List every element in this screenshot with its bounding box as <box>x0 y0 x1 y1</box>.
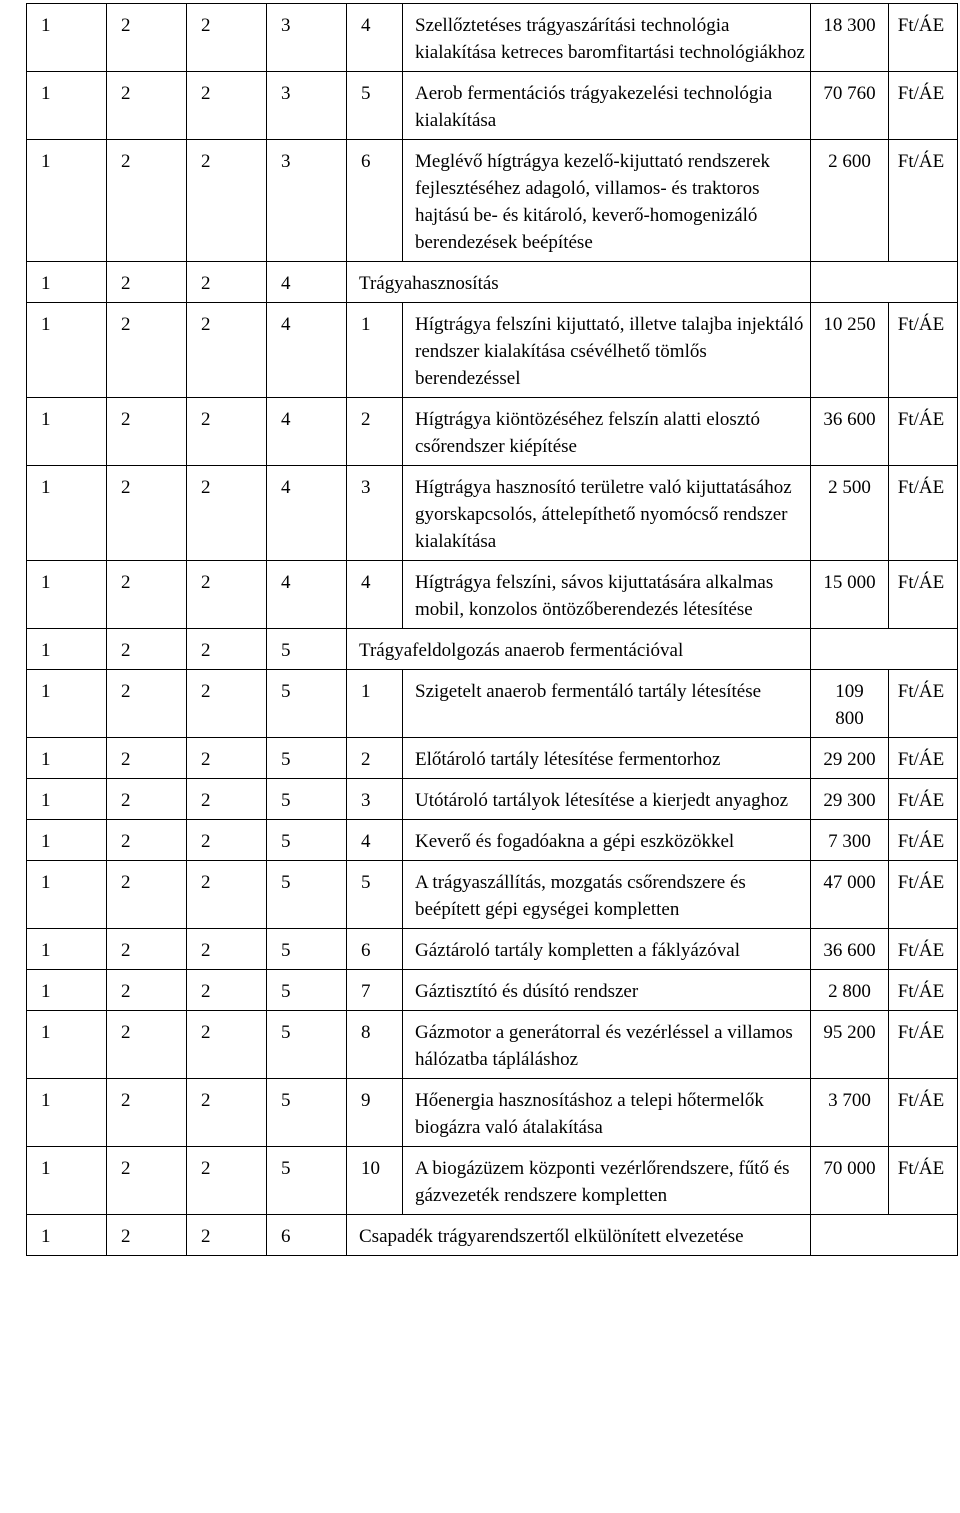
table-row <box>27 1079 958 1147</box>
description-cell: Keverő és fogadóakna a gépi eszközökkel <box>403 820 811 861</box>
amount-value: 109 800 <box>835 681 864 729</box>
unit-cell: Ft/ÁE <box>889 72 958 140</box>
code-cell: 7 <box>347 970 403 1011</box>
code-cell: 2 <box>187 929 267 970</box>
code-cell: 4 <box>267 398 347 466</box>
code-cell: 2 <box>187 670 267 738</box>
code-cell: 1 <box>27 820 107 861</box>
description-cell: Hígtrágya felszíni, sávos kijuttatására alkalmas mobil, konzolos öntözőberendezés létesítése <box>403 561 811 629</box>
description-cell: Gáztároló tartály kompletten a fáklyázóval <box>403 929 811 970</box>
code-cell: 3 <box>347 466 403 561</box>
code-cell: 2 <box>107 561 187 629</box>
code-cell: 5 <box>267 670 347 738</box>
section-row <box>27 262 958 303</box>
empty-amount-cell <box>811 629 958 670</box>
table-row <box>27 820 958 861</box>
code-cell: 1 <box>27 398 107 466</box>
amount-cell <box>811 303 889 398</box>
code-cell: 4 <box>347 820 403 861</box>
code-cell: 2 <box>187 779 267 820</box>
unit-cell: Ft/ÁE <box>889 4 958 72</box>
code-cell: 5 <box>267 861 347 929</box>
section-row <box>27 1215 958 1256</box>
code-cell: 2 <box>107 629 187 670</box>
code-cell: 1 <box>27 262 107 303</box>
code-cell: 3 <box>347 779 403 820</box>
amount-value: 36 600 <box>823 409 876 430</box>
amount-value: 29 200 <box>823 749 876 770</box>
amount-cell <box>811 1079 889 1147</box>
amount-value: 15 000 <box>823 572 876 593</box>
unit-cell: Ft/ÁE <box>889 670 958 738</box>
code-cell: 4 <box>267 466 347 561</box>
amount-value: 2 800 <box>828 981 871 1002</box>
code-cell: 2 <box>187 262 267 303</box>
code-cell: 2 <box>187 738 267 779</box>
code-cell: 1 <box>27 466 107 561</box>
description-cell: A trágyaszállítás, mozgatás csőrendszere és beépített gépi egységei kompletten <box>403 861 811 929</box>
code-cell: 1 <box>27 738 107 779</box>
code-cell: 1 <box>27 303 107 398</box>
table-row <box>27 466 958 561</box>
section-title: Trágyahasznosítás <box>347 262 811 303</box>
code-cell: 2 <box>107 929 187 970</box>
amount-value: 18 300 <box>823 15 876 36</box>
code-cell: 1 <box>27 140 107 262</box>
code-cell: 2 <box>187 1011 267 1079</box>
amount-cell <box>811 140 889 262</box>
amount-value: 36 600 <box>823 940 876 961</box>
code-cell: 2 <box>187 4 267 72</box>
amount-cell <box>811 670 889 738</box>
amount-cell <box>811 779 889 820</box>
table-row <box>27 561 958 629</box>
code-cell: 2 <box>107 4 187 72</box>
table-row <box>27 303 958 398</box>
code-cell: 1 <box>27 970 107 1011</box>
code-cell: 1 <box>27 670 107 738</box>
code-cell: 1 <box>27 1011 107 1079</box>
code-cell: 6 <box>347 140 403 262</box>
unit-cell: Ft/ÁE <box>889 861 958 929</box>
description-cell: Hígtrágya hasznosító területre való kijuttatásához gyorskapcsolós, áttelepíthető nyomócső rendszer kialakítása <box>403 466 811 561</box>
code-cell: 1 <box>27 4 107 72</box>
code-cell: 8 <box>347 1011 403 1079</box>
code-cell: 1 <box>347 670 403 738</box>
table-row <box>27 670 958 738</box>
code-cell: 1 <box>27 561 107 629</box>
code-cell: 5 <box>267 1079 347 1147</box>
amount-value: 2 500 <box>828 477 871 498</box>
unit-cell: Ft/ÁE <box>889 466 958 561</box>
code-cell: 1 <box>27 929 107 970</box>
unit-cell: Ft/ÁE <box>889 140 958 262</box>
amount-cell <box>811 970 889 1011</box>
unit-cell: Ft/ÁE <box>889 1011 958 1079</box>
code-cell: 1 <box>27 629 107 670</box>
description-cell: Szigetelt anaerob fermentáló tartály létesítése <box>403 670 811 738</box>
code-cell: 1 <box>27 1147 107 1215</box>
unit-cell: Ft/ÁE <box>889 970 958 1011</box>
empty-amount-cell <box>811 1215 958 1256</box>
code-cell: 2 <box>187 72 267 140</box>
unit-cell: Ft/ÁE <box>889 1079 958 1147</box>
code-cell: 2 <box>187 1147 267 1215</box>
unit-cell: Ft/ÁE <box>889 738 958 779</box>
section-row <box>27 629 958 670</box>
code-cell: 2 <box>107 466 187 561</box>
description-cell: Hígtrágya kiöntözéséhez felszín alatti elosztó csőrendszer kiépítése <box>403 398 811 466</box>
code-cell: 2 <box>107 303 187 398</box>
code-cell: 5 <box>267 779 347 820</box>
code-cell: 1 <box>27 1079 107 1147</box>
amount-cell <box>811 398 889 466</box>
unit-cell: Ft/ÁE <box>889 303 958 398</box>
amount-value: 70 760 <box>823 83 876 104</box>
code-cell: 3 <box>267 4 347 72</box>
section-title: Csapadék trágyarendszertől elkülönített elvezetése <box>347 1215 811 1256</box>
code-cell: 1 <box>27 72 107 140</box>
cost-table-body <box>27 4 958 1256</box>
code-cell: 2 <box>187 466 267 561</box>
amount-cell <box>811 820 889 861</box>
code-cell: 2 <box>107 820 187 861</box>
code-cell: 5 <box>267 929 347 970</box>
code-cell: 4 <box>347 561 403 629</box>
code-cell: 2 <box>107 262 187 303</box>
code-cell: 2 <box>107 670 187 738</box>
unit-cell: Ft/ÁE <box>889 929 958 970</box>
description-cell: Gázmotor a generátorral és vezérléssel a villamos hálózatba tápláláshoz <box>403 1011 811 1079</box>
amount-value: 10 250 <box>823 314 876 335</box>
amount-cell <box>811 72 889 140</box>
code-cell: 2 <box>187 398 267 466</box>
code-cell: 2 <box>107 1079 187 1147</box>
amount-value: 47 000 <box>823 872 876 893</box>
unit-cell: Ft/ÁE <box>889 779 958 820</box>
table-row <box>27 398 958 466</box>
amount-cell <box>811 1011 889 1079</box>
code-cell: 2 <box>187 303 267 398</box>
code-cell: 9 <box>347 1079 403 1147</box>
empty-amount-cell <box>811 262 958 303</box>
code-cell: 6 <box>267 1215 347 1256</box>
code-cell: 3 <box>267 72 347 140</box>
code-cell: 5 <box>267 970 347 1011</box>
code-cell: 2 <box>187 1215 267 1256</box>
code-cell: 5 <box>267 738 347 779</box>
description-cell: Gáztisztító és dúsító rendszer <box>403 970 811 1011</box>
code-cell: 4 <box>267 262 347 303</box>
code-cell: 2 <box>107 1147 187 1215</box>
code-cell: 6 <box>347 929 403 970</box>
table-row <box>27 861 958 929</box>
amount-value: 95 200 <box>823 1022 876 1043</box>
code-cell: 2 <box>187 1079 267 1147</box>
code-cell: 2 <box>187 820 267 861</box>
amount-cell <box>811 738 889 779</box>
code-cell: 5 <box>347 861 403 929</box>
code-cell: 5 <box>347 72 403 140</box>
description-cell: Utótároló tartályok létesítése a kierjedt anyaghoz <box>403 779 811 820</box>
table-row <box>27 970 958 1011</box>
code-cell: 1 <box>27 1215 107 1256</box>
code-cell: 5 <box>267 820 347 861</box>
amount-cell <box>811 929 889 970</box>
code-cell: 1 <box>347 303 403 398</box>
amount-cell <box>811 4 889 72</box>
description-cell: Hőenergia hasznosításhoz a telepi hőtermelők biogázra való átalakítása <box>403 1079 811 1147</box>
code-cell: 2 <box>107 1215 187 1256</box>
amount-value: 2 600 <box>828 151 871 172</box>
amount-value: 29 300 <box>823 790 876 811</box>
code-cell: 2 <box>107 140 187 262</box>
table-row <box>27 4 958 72</box>
code-cell: 3 <box>267 140 347 262</box>
code-cell: 4 <box>347 4 403 72</box>
code-cell: 4 <box>267 561 347 629</box>
code-cell: 2 <box>107 1011 187 1079</box>
code-cell: 2 <box>187 970 267 1011</box>
unit-cell: Ft/ÁE <box>889 398 958 466</box>
table-row <box>27 140 958 262</box>
unit-cell: Ft/ÁE <box>889 561 958 629</box>
code-cell: 2 <box>187 561 267 629</box>
table-row <box>27 1147 958 1215</box>
description-cell: A biogázüzem központi vezérlőrendszere, fűtő és gázvezeték rendszere kompletten <box>403 1147 811 1215</box>
code-cell: 2 <box>187 140 267 262</box>
code-cell: 2 <box>107 738 187 779</box>
description-cell: Szellőztetéses trágyaszárítási technológia kialakítása ketreces baromfitartási technológiákhoz <box>403 4 811 72</box>
description-cell: Meglévő hígtrágya kezelő-kijuttató rendszerek fejlesztéséhez adagoló, villamos- és traktoros hajtású be- és kitároló, keverő-homogenizáló berendezések beépítése <box>403 140 811 262</box>
amount-value: 70 000 <box>823 1158 876 1179</box>
amount-cell <box>811 1147 889 1215</box>
code-cell: 5 <box>267 1011 347 1079</box>
unit-cell: Ft/ÁE <box>889 820 958 861</box>
table-row <box>27 929 958 970</box>
code-cell: 2 <box>187 861 267 929</box>
table-row <box>27 72 958 140</box>
unit-cell: Ft/ÁE <box>889 1147 958 1215</box>
code-cell: 10 <box>347 1147 403 1215</box>
code-cell: 2 <box>107 72 187 140</box>
description-cell: Hígtrágya felszíni kijuttató, illetve talajba injektáló rendszer kialakítása csévélhető tömlős berendezéssel <box>403 303 811 398</box>
code-cell: 5 <box>267 629 347 670</box>
amount-cell <box>811 561 889 629</box>
code-cell: 2 <box>107 779 187 820</box>
amount-cell <box>811 861 889 929</box>
table-row <box>27 779 958 820</box>
amount-value: 3 700 <box>828 1090 871 1111</box>
amount-value: 7 300 <box>828 831 871 852</box>
code-cell: 2 <box>107 970 187 1011</box>
code-cell: 1 <box>27 779 107 820</box>
code-cell: 1 <box>27 861 107 929</box>
table-row <box>27 738 958 779</box>
code-cell: 5 <box>267 1147 347 1215</box>
amount-cell <box>811 466 889 561</box>
code-cell: 2 <box>347 738 403 779</box>
description-cell: Aerob fermentációs trágyakezelési technológia kialakítása <box>403 72 811 140</box>
code-cell: 4 <box>267 303 347 398</box>
code-cell: 2 <box>107 398 187 466</box>
code-cell: 2 <box>347 398 403 466</box>
table-row <box>27 1011 958 1079</box>
code-cell: 2 <box>107 861 187 929</box>
cost-table <box>26 3 958 1256</box>
description-cell: Előtároló tartály létesítése fermentorhoz <box>403 738 811 779</box>
section-title: Trágyafeldolgozás anaerob fermentációval <box>347 629 811 670</box>
code-cell: 2 <box>187 629 267 670</box>
